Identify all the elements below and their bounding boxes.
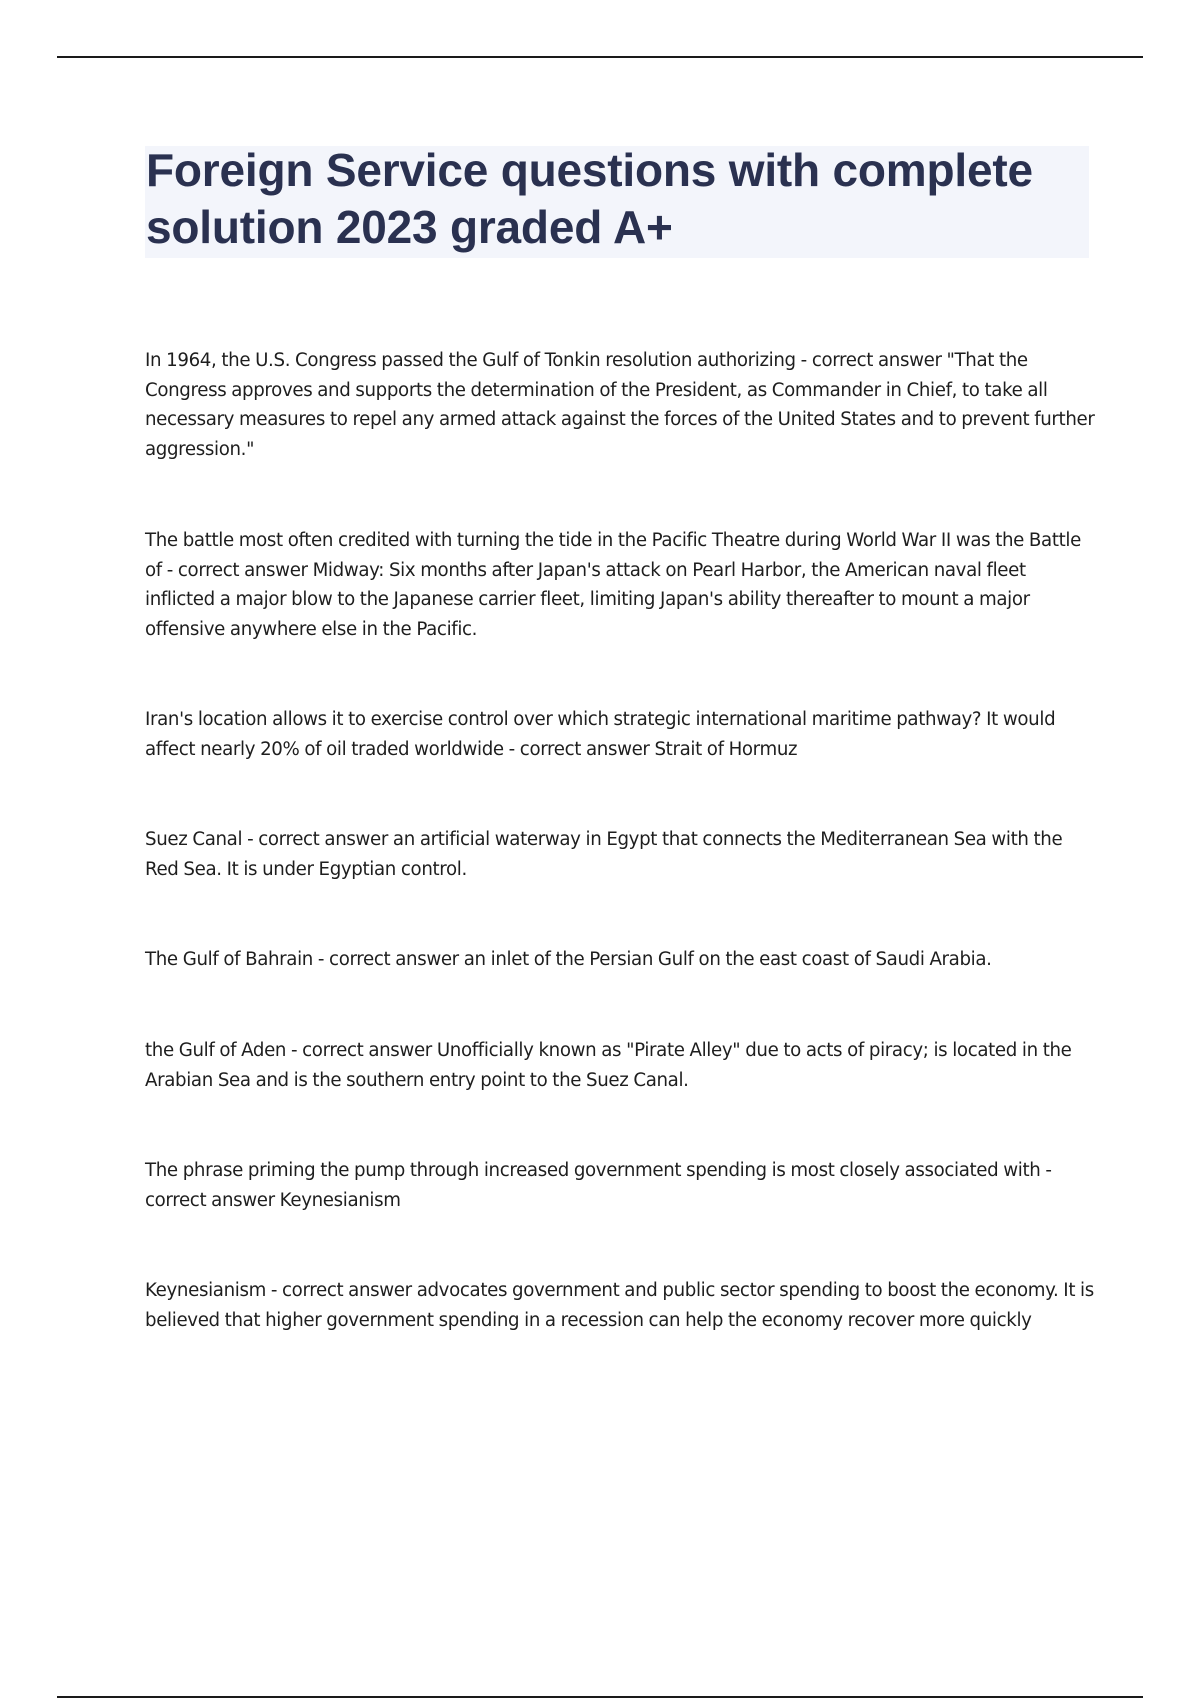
qa-entry-priming-the-pump: The phrase priming the pump through increased government spending is most closely associated with - correct answer Keynesianism <box>145 1160 1052 1211</box>
top-rule <box>57 56 1143 58</box>
qa-entry-gulf-of-tonkin: In 1964, the U.S. Congress passed the Gulf of Tonkin resolution authorizing - correct answer "That the Congress approves and supports the determination of the President, as Commander in Chief, to take all necessary measures to repel any armed attack against the forces of the United States and to prevent further aggression." <box>145 350 1095 460</box>
qa-entry-suez-canal: Suez Canal - correct answer an artificial waterway in Egypt that connects the Mediterranean Sea with the Red Sea. It is under Egyptian control. <box>145 829 1063 880</box>
document-title: Foreign Service questions with complete solution 2023 graded A+ <box>146 144 1033 253</box>
qa-entry-keynesianism: Keynesianism - correct answer advocates government and public sector spending to boost the economy. It is believed that higher government spending in a recession can help the economy recover more quickly <box>145 1280 1094 1331</box>
qa-entry-strait-of-hormuz: Iran's location allows it to exercise control over which strategic international maritime pathway? It would affect nearly 20% of oil traded worldwide - correct answer Strait of Hormuz <box>145 709 1056 760</box>
qa-entry-gulf-of-aden: the Gulf of Aden - correct answer Unofficially known as "Pirate Alley" due to acts of piracy; is located in the Arabian Sea and is the southern entry point to the Suez Canal. <box>145 1040 1072 1091</box>
qa-entry-gulf-of-bahrain: The Gulf of Bahrain - correct answer an inlet of the Persian Gulf on the east coast of Saudi Arabia. <box>145 949 992 970</box>
bottom-rule <box>57 1696 1143 1698</box>
qa-entry-battle-of-midway: The battle most often credited with turning the tide in the Pacific Theatre during World War II was the Battle of - correct answer Midway: Six months after Japan's attack on Pearl Harbor, the American naval fleet inflicted a major blow to the Japanese carrier fleet, limiting Japan's ability thereafter to mount a major offensive anywhere else in the Pacific. <box>145 530 1081 640</box>
